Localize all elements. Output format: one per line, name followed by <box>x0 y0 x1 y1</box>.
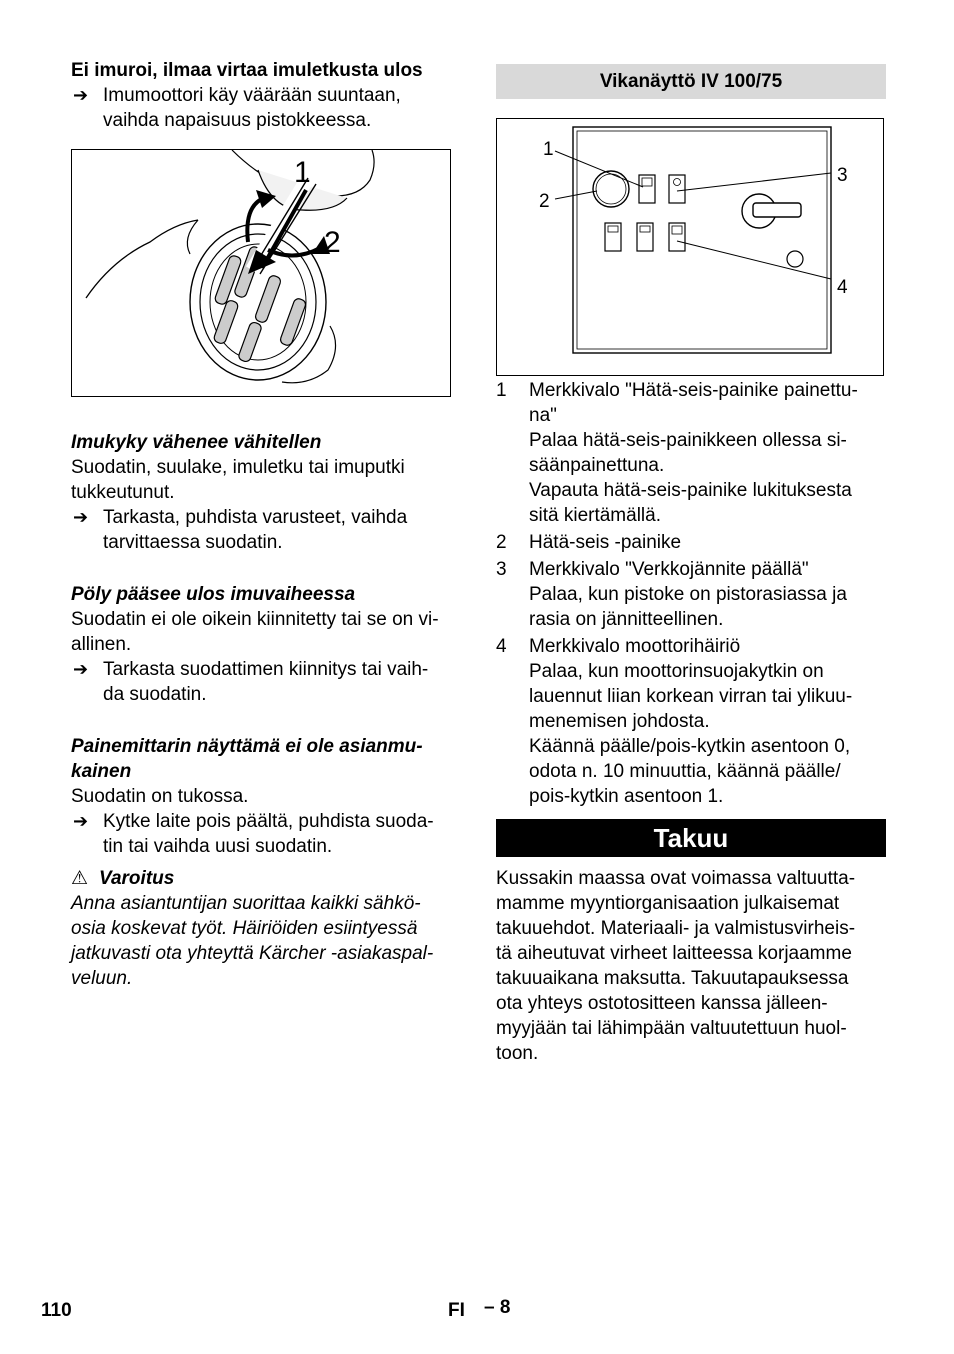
warning-line: jatkuvasti ota yhteyttä Kärcher -asiakaspal- <box>71 943 434 964</box>
remedy-line: Imumoottori käy väärään suuntaan, <box>103 85 401 106</box>
control-panel-figure <box>496 118 884 376</box>
legend-text: Palaa, kun pistoke on pistorasiassa ja <box>529 584 847 605</box>
arrow-right-icon: ➔ <box>73 659 89 679</box>
legend-item <box>496 530 886 555</box>
remedy-line: vaihda napaisuus pistokkeessa. <box>103 110 372 131</box>
remedy-line: tarvittaessa suodatin. <box>103 532 283 553</box>
body-line: allinen. <box>71 634 132 655</box>
callout-2: 2 <box>539 191 550 212</box>
remedy-line: da suodatin. <box>103 684 207 705</box>
section-title-pressure-gauge-cont: kainen <box>71 761 132 782</box>
section-heading-fault-display: Vikanäyttö IV 100/75 <box>496 64 886 99</box>
warranty-line: toon. <box>496 1043 539 1064</box>
warranty-line: Kussakin maassa ovat voimassa valtuutta- <box>496 868 856 889</box>
warranty-line: mamme myyntiorganisaation julkaisemat <box>496 893 840 914</box>
body-line: tukkeutunut. <box>71 482 175 503</box>
section-heading-warranty: Takuu <box>496 819 886 857</box>
arrow-right-icon: ➔ <box>73 507 89 527</box>
remedy-item <box>71 809 461 859</box>
legend-text: säänpainettuna. <box>529 455 665 476</box>
warning-line: Anna asiantuntijan suorittaa kaikki sähkö- <box>71 893 421 914</box>
language-code: FI <box>448 1300 465 1321</box>
warranty-line: takuuehdot. Materiaali- ja valmistusvirheis- <box>496 918 856 939</box>
remedy-line: tin tai vaihda uusi suodatin. <box>103 836 333 857</box>
legend-text: odota n. 10 minuuttia, käännä päälle/ <box>529 761 841 782</box>
section-title-no-suction: Ei imuroi, ilmaa virtaa imuletkusta ulos <box>71 60 423 81</box>
remedy-item <box>71 505 461 555</box>
section-title-pressure-gauge: Painemittarin näyttämä ei ole asianmu- <box>71 736 423 757</box>
legend-list <box>496 378 886 809</box>
legend-number: 1 <box>496 380 507 401</box>
body-line: Suodatin on tukossa. <box>71 786 249 807</box>
legend-item <box>496 634 886 659</box>
section-page-number: – 8 <box>484 1297 511 1318</box>
legend-number: 4 <box>496 636 507 657</box>
legend-number: 2 <box>496 532 507 553</box>
page-number: 110 <box>41 1300 72 1321</box>
plug-figure <box>71 149 451 397</box>
body-line: Suodatin, suulake, imuletku tai imuputki <box>71 457 405 478</box>
legend-title: Hätä-seis -painike <box>529 532 682 553</box>
left-column <box>71 58 461 991</box>
legend-sub <box>496 582 886 632</box>
remedy-line: Tarkasta, puhdista varusteet, vaihda <box>103 507 408 528</box>
legend-sub <box>496 428 886 528</box>
legend-text: menemisen johdosta. <box>529 711 710 732</box>
legend-number: 3 <box>496 559 507 580</box>
warning-heading <box>71 866 461 891</box>
remedy-line: Tarkasta suodattimen kiinnitys tai vaih- <box>103 659 429 680</box>
legend-title: Merkkivalo "Hätä-seis-painike painettu- <box>529 380 858 401</box>
legend-text: lauennut liian korkean virran tai ylikuu- <box>529 686 853 707</box>
legend-text: sitä kiertämällä. <box>529 505 661 526</box>
warranty-line: myyjään tai lähimpään valtuutettuun huol- <box>496 1018 847 1039</box>
legend-text: rasia on jännitteellinen. <box>529 609 724 630</box>
arrow-right-icon: ➔ <box>73 811 89 831</box>
warning-title: Varoitus <box>99 868 175 889</box>
legend-text: Käännä päälle/pois-kytkin asentoon 0, <box>529 736 851 757</box>
legend-item <box>496 557 886 582</box>
remedy-line: Kytke laite pois päältä, puhdista suoda- <box>103 811 434 832</box>
section-title-suction-decreasing: Imukyky vähenee vähitellen <box>71 432 322 453</box>
control-panel-illustration <box>497 119 883 375</box>
remedy-item <box>71 657 461 707</box>
fig-label-2: 2 <box>324 226 341 259</box>
body-line: Suodatin ei ole oikein kiinnitetty tai se on vi- <box>71 609 439 630</box>
warranty-line: takuuaikana maksutta. Takuutapauksessa <box>496 968 849 989</box>
warranty-line: ota yhteys ostotositteen kanssa jälleen- <box>496 993 828 1014</box>
legend-text: Palaa hätä-seis-painikkeen ollessa si- <box>529 430 847 451</box>
warranty-text <box>496 866 886 1066</box>
legend-sub <box>496 659 886 809</box>
legend-title: Merkkivalo "Verkkojännite päällä" <box>529 559 809 580</box>
plug-illustration <box>72 150 450 396</box>
callout-1: 1 <box>543 139 554 160</box>
callout-4: 4 <box>837 277 848 298</box>
callout-3: 3 <box>837 165 848 186</box>
legend-title: Merkkivalo moottorihäiriö <box>529 636 741 657</box>
section-title-dust-escapes: Pöly pääsee ulos imuvaiheessa <box>71 584 356 605</box>
warranty-line: tä aiheutuvat virheet laitteessa korjaamme <box>496 943 852 964</box>
warning-line: veluun. <box>71 968 133 989</box>
remedy-item <box>71 83 461 133</box>
legend-text: Palaa, kun moottorinsuojakytkin on <box>529 661 824 682</box>
legend-item <box>496 378 886 428</box>
warning-line: osia koskevat työt. Häiriöiden esiintyessä <box>71 918 418 939</box>
legend-text: pois-kytkin asentoon 1. <box>529 786 724 807</box>
arrow-right-icon: ➔ <box>73 85 89 105</box>
legend-title: na" <box>529 405 557 426</box>
right-column <box>496 64 886 1066</box>
fig-label-1: 1 <box>294 156 311 189</box>
legend-text: Vapauta hätä-seis-painike lukituksesta <box>529 480 852 501</box>
warning-triangle-icon: ⚠ <box>71 868 89 889</box>
